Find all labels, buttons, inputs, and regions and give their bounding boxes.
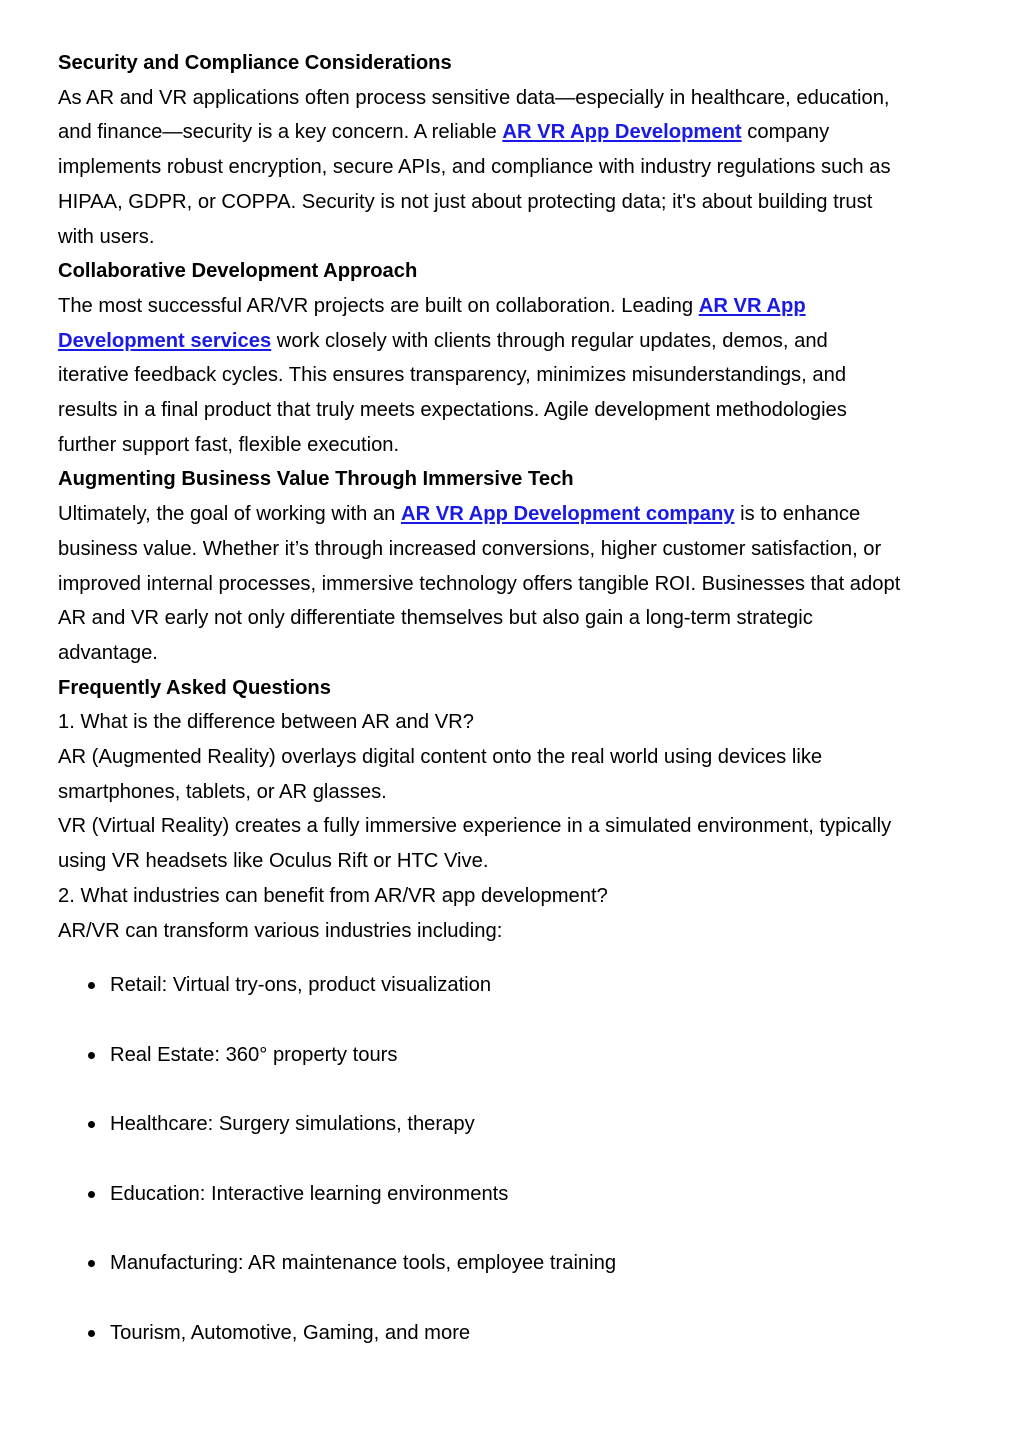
collab-line-5: further support fast, flexible execution. xyxy=(58,433,400,456)
list-item xyxy=(58,1246,966,1281)
list-item-text: Education: Interactive learning environments xyxy=(110,1182,509,1205)
value-line-5: advantage. xyxy=(58,641,158,664)
ar-vr-app-development-services-link-part-1[interactable]: AR VR App xyxy=(698,294,806,317)
list-item-text: Tourism, Automotive, Gaming, and more xyxy=(110,1321,471,1344)
collab-heading: Collaborative Development Approach xyxy=(58,260,418,283)
collab-line-2-post: work closely with clients through regular updates, demos, and xyxy=(271,329,828,352)
security-line-5: with users. xyxy=(58,225,155,248)
faq-question-2: 2. What industries can benefit from AR/VR app development? xyxy=(58,884,608,907)
security-line-1: As AR and VR applications often process sensitive data—especially in healthcare, education, xyxy=(58,86,890,109)
list-item-text: Real Estate: 360° property tours xyxy=(110,1043,398,1066)
faq-answer-1-line-2: smartphones, tablets, or AR glasses. xyxy=(58,780,387,803)
value-line-1-pre: Ultimately, the goal of working with an xyxy=(58,503,401,526)
security-line-2-pre: and finance—security is a key concern. A reliable xyxy=(58,121,503,144)
bullet-icon xyxy=(88,1121,95,1128)
list-item xyxy=(58,1177,966,1212)
list-item-text: Manufacturing: AR maintenance tools, employee training xyxy=(110,1252,617,1275)
value-line-1 xyxy=(58,497,966,532)
collab-line-1 xyxy=(58,289,966,324)
bullet-icon xyxy=(88,982,95,989)
faq-answer-1-line-4: using VR headsets like Oculus Rift or HTC Vive. xyxy=(58,850,489,873)
faq-answer-1-line-1: AR (Augmented Reality) overlays digital content onto the real world using devices like xyxy=(58,746,823,769)
security-line-4: HIPAA, GDPR, or COPPA. Security is not just about protecting data; it's about building trust xyxy=(58,190,873,213)
bullet-icon xyxy=(88,1052,95,1059)
security-line-3: implements robust encryption, secure APIs, and compliance with industry regulations such as xyxy=(58,156,891,179)
list-item xyxy=(58,1316,966,1351)
value-line-1-post: is to enhance xyxy=(734,503,861,526)
collab-line-2 xyxy=(58,324,966,359)
collab-line-4: results in a final product that truly meets expectations. Agile development methodologies xyxy=(58,399,847,422)
industries-list xyxy=(58,968,966,1350)
faq-heading: Frequently Asked Questions xyxy=(58,676,331,699)
security-line-2-post: company xyxy=(741,121,830,144)
ar-vr-app-development-link[interactable]: AR VR App Development xyxy=(502,121,742,144)
security-line-2 xyxy=(58,115,966,150)
faq-question-1: 1. What is the difference between AR and VR? xyxy=(58,711,474,734)
value-line-3: improved internal processes, immersive technology offers tangible ROI. Businesses that adopt xyxy=(58,572,901,595)
collab-line-3: iterative feedback cycles. This ensures transparency, minimizes misunderstandings, and xyxy=(58,364,847,387)
list-item xyxy=(58,1107,966,1142)
faq-answer-1-line-3: VR (Virtual Reality) creates a fully immersive experience in a simulated environment, typically xyxy=(58,815,892,838)
value-line-4: AR and VR early not only differentiate themselves but also gain a long-term strategic xyxy=(58,607,813,630)
list-item xyxy=(58,968,966,1003)
bullet-icon xyxy=(88,1191,95,1198)
list-item-text: Retail: Virtual try-ons, product visualization xyxy=(110,974,492,997)
faq-answer-2-intro: AR/VR can transform various industries including: xyxy=(58,919,503,942)
value-line-2: business value. Whether it’s through increased conversions, higher customer satisfaction, or xyxy=(58,537,882,560)
value-heading: Augmenting Business Value Through Immersive Tech xyxy=(58,468,574,491)
ar-vr-app-development-company-link[interactable]: AR VR App Development company xyxy=(400,503,735,526)
bullet-icon xyxy=(88,1330,95,1337)
list-item-text: Healthcare: Surgery simulations, therapy xyxy=(110,1113,475,1136)
bullet-icon xyxy=(88,1260,95,1267)
collab-line-1-pre: The most successful AR/VR projects are built on collaboration. Leading xyxy=(58,294,699,317)
ar-vr-app-development-services-link-part-2[interactable]: Development services xyxy=(58,329,272,352)
security-heading: Security and Compliance Considerations xyxy=(58,52,452,74)
list-item xyxy=(58,1038,966,1073)
